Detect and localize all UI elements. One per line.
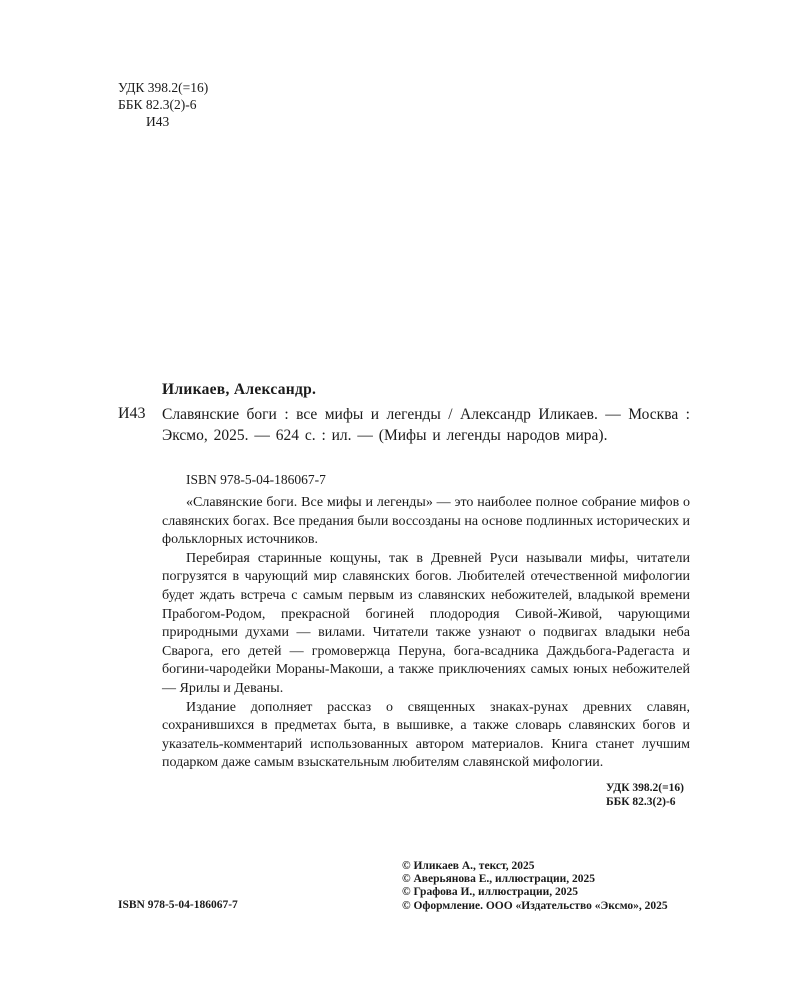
copyright-line: © Графова И., иллюстрации, 2025 xyxy=(402,886,579,899)
record-isbn: ISBN 978-5-04-186067-7 xyxy=(186,472,326,487)
record-title-description: Славянские боги : все мифы и легенды / Александр Иликаев. — Москва : Эксмо, 2025. — 624 с. : ил. — (Мифы и легенды народов мира). xyxy=(162,406,690,444)
udk-code: УДК 398.2(=16) xyxy=(118,80,209,95)
copyright-line: © Аверьянова Е., иллюстрации, 2025 xyxy=(402,873,595,886)
annotation-paragraph: Перебирая старинные кощуны, так в Древней Руси называли мифы, читатели погрузятся в чарующий мир славянских богов. Любителей отечественной мифологии будет ждать встреча с самым первым из славянских небожителей, владыкой времени Прабогом-Родом, прекрасной богиней плодородия Сивой-Живой, чарующими природными духами — вилами. Читатели также узнают о подвигах владыки неба Сварога, его детей — громовержца Перуна, бога-всадника Даждьбога-Радегаста и богини-чародейки Мораны-Макоши, а также приключениях самых юных небожителей — Ярилы и Деваны. xyxy=(162,550,690,696)
udk-code: УДК 398.2(=16) xyxy=(606,782,684,794)
classification-codes-top xyxy=(118,79,208,130)
annotation-paragraph: Издание дополняет рассказ о священных знаках-рунах древних славян, сохранившихся в предметах быта, в вышивке, а также словарь славянских богов и указатель-комментарий использованных автором материалов. Книга станет лучшим подарком даже самым взыскательным любителям славянской мифологии. xyxy=(162,699,690,771)
bbk-code: ББК 82.3(2)-6 xyxy=(118,97,197,112)
copyright-list xyxy=(402,860,668,913)
isbn-bottom: ISBN 978-5-04-186067-7 xyxy=(118,899,238,911)
annotation xyxy=(162,494,690,773)
annotation-paragraph: «Славянские боги. Все мифы и легенды» — это наиболее полное собрание мифов о славянских богах. Все предания были воссозданы на основе подлинных исторических и фольклорных источников. xyxy=(162,495,690,548)
author-mark: И43 xyxy=(146,114,170,129)
classification-codes-bottom xyxy=(606,781,684,809)
record-author-mark: И43 xyxy=(118,405,146,422)
bbk-code: ББК 82.3(2)-6 xyxy=(606,796,676,808)
record-author: Иликаев, Александр. xyxy=(162,381,317,398)
copyright-line: © Оформление. ООО «Издательство «Эксмо», 2025 xyxy=(402,899,668,912)
copyright-line: © Иликаев А., текст, 2025 xyxy=(402,860,535,872)
